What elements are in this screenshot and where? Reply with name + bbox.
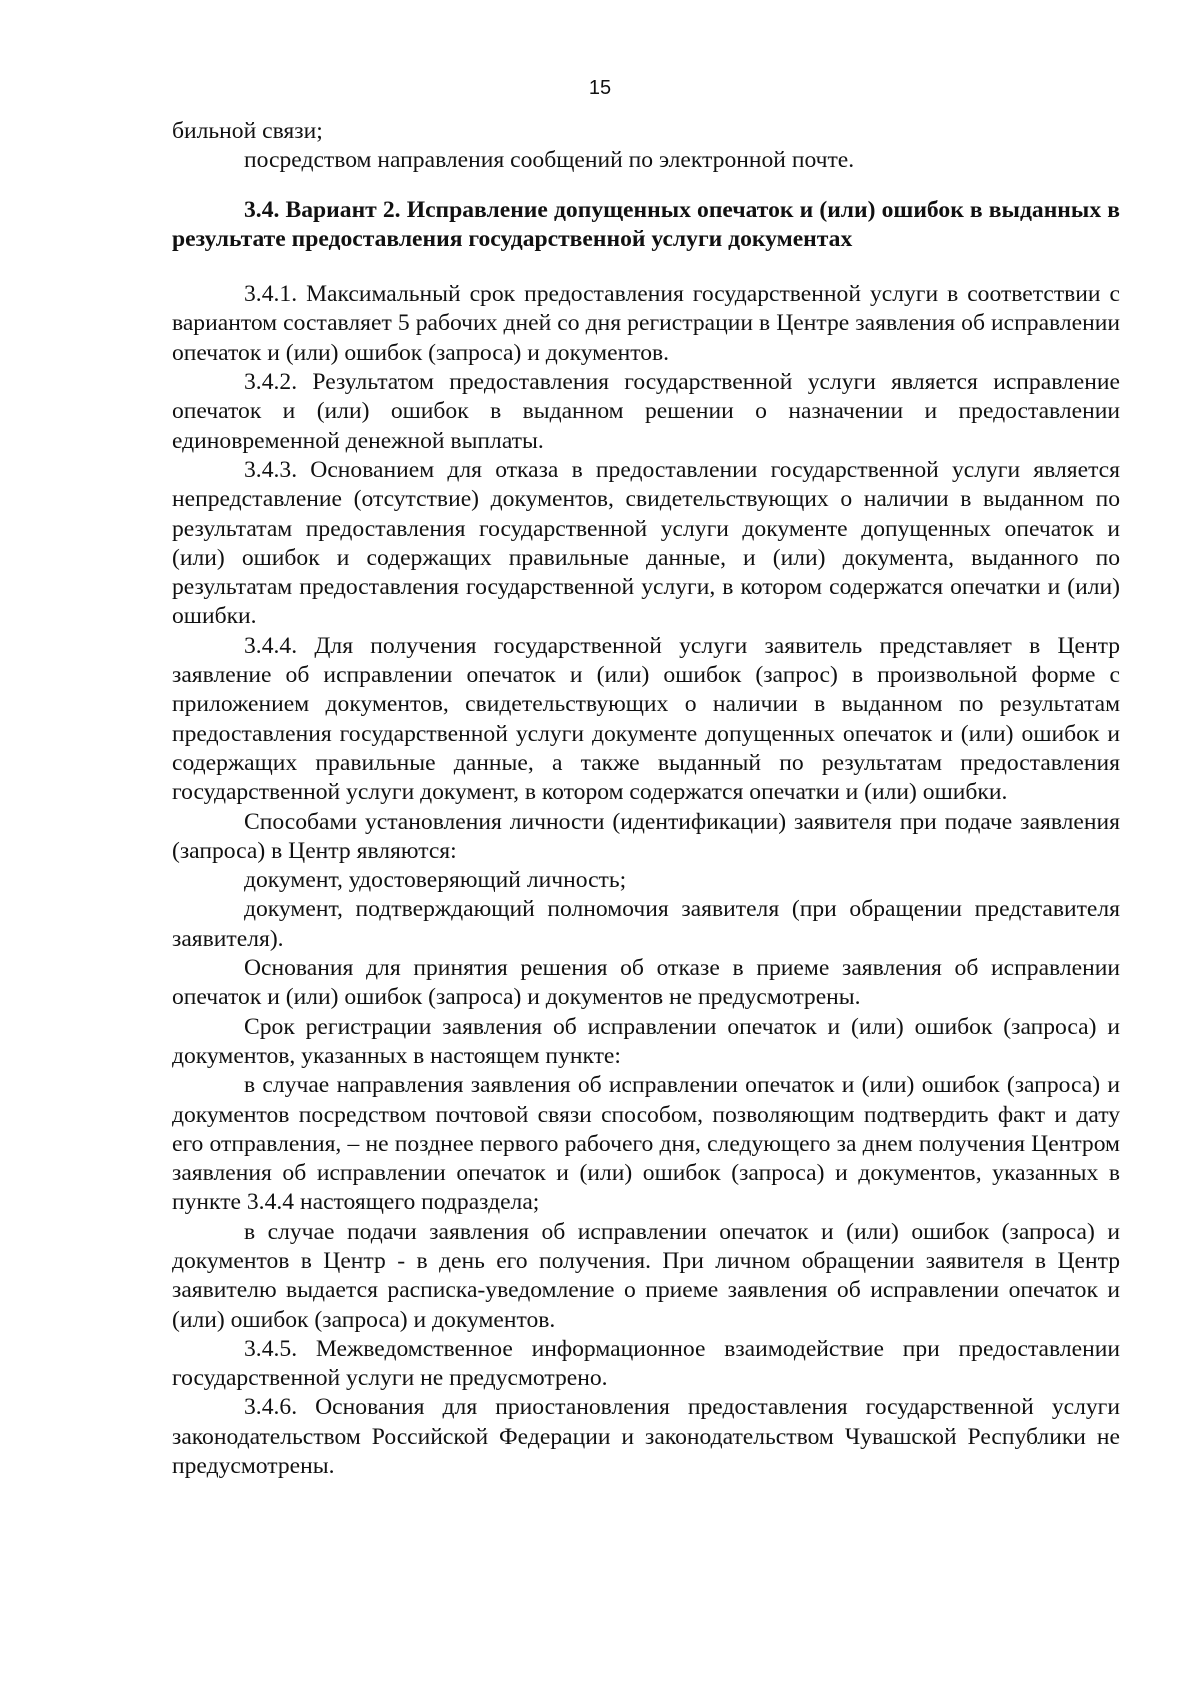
document-body	[172, 117, 1120, 1481]
paragraph-refusal-grounds: Основания для принятия решения об отказе в приеме заявления об исправлении опечаток и (или) ошибок (запроса) и документов не предусмотрены.	[172, 955, 1120, 1011]
list-item-postal-submission: в случае направления заявления об исправлении опечаток и (или) ошибок (запроса) и документов посредством почтовой связи способом, позволяющим подтвердить факт и дату его отправления, – не позднее первого рабочего дня, следующего за днем получения Центром заявления об исправлении опечаток и (или) ошибок (запроса) и документов, указанных в пункте 3.4.4 настоящего подраздела;	[172, 1072, 1120, 1216]
paragraph-identification-methods: Способами установления личности (идентификации) заявителя при подаче заявления (запроса) в Центр являются:	[172, 808, 1120, 864]
continuation-line: бильной связи;	[172, 118, 323, 144]
section-heading: 3.4. Вариант 2. Исправление допущенных опечаток и (или) ошибок в выданных в результате предоставления государственной услуги документах	[172, 196, 1120, 252]
paragraph-3-4-6: 3.4.6. Основания для приостановления предоставления государственной услуги законодательством Российской Федерации и законодательством Чувашской Республики не предусмотрены.	[172, 1394, 1120, 1480]
list-item-identity-document: документ, удостоверяющий личность;	[244, 867, 627, 894]
paragraph-3-4-1: 3.4.1. Максимальный срок предоставления государственной услуги в соответствии с вариантом составляет 5 рабочих дней со дня регистрации в Центре заявления об исправлении опечаток и (или) ошибок (запроса) и документов.	[172, 281, 1120, 366]
paragraph: посредством направления сообщений по электронной почте.	[244, 147, 855, 174]
paragraph-registration-term: Срок регистрации заявления об исправлении опечаток и (или) ошибок (запроса) и документов, указанных в настоящем пункте:	[172, 1013, 1120, 1069]
paragraph-3-4-5: 3.4.5. Межведомственное информационное взаимодействие при предоставлении государственной услуги не предусмотрено.	[172, 1335, 1120, 1392]
paragraph-3-4-2: 3.4.2. Результатом предоставления государственной услуги является исправление опечаток и (или) ошибок в выданном решении о назначении и предоставлении единовременной денежной выплаты.	[172, 369, 1120, 454]
list-item-center-submission: в случае подачи заявления об исправлении опечаток и (или) ошибок (запроса) и документов в Центр - в день его получения. При личном обращении заявителя в Центр заявителю выдается расписка-уведомление о приеме заявления об исправлении опечаток и (или) ошибок (запроса) и документов.	[172, 1218, 1120, 1333]
page-number: 15	[588, 77, 612, 99]
list-item-authority-document: документ, подтверждающий полномочия заявителя (при обращении представителя заявителя).	[172, 896, 1120, 952]
paragraph-3-4-4: 3.4.4. Для получения государственной услуги заявитель представляет в Центр заявление об исправлении опечаток и (или) ошибок (запрос) в произвольной форме с приложением документов, свидетельствующих о наличии в выданном по результатам предоставления государственной услуги документе допущенных опечаток и (или) ошибок и содержащих правильные данные, а также выданный по результатам предоставления государственной услуги документ, в котором содержатся опечатки и (или) ошибки.	[172, 632, 1120, 806]
paragraph-3-4-3: 3.4.3. Основанием для отказа в предоставлении государственной услуги является непредставление (отсутствие) документов, свидетельствующих о наличии в выданном по результатам предоставления государственной услуги документе допущенных опечаток и (или) ошибок и содержащих правильные данные, и (или) документа, выданного по результатам предоставления государственной услуги, в котором содержатся опечатки и (или) ошибки.	[172, 456, 1120, 630]
